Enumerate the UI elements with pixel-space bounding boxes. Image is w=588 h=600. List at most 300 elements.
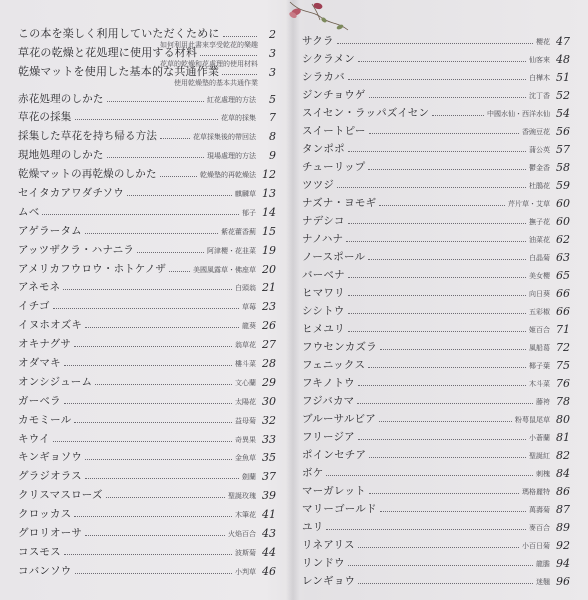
toc-entry-subtitle: 龍葵: [242, 322, 256, 331]
toc-page-number: 71: [556, 323, 570, 336]
dot-leader: [369, 492, 519, 494]
toc-entry-title: 草花の乾燥と花処理に使用する材料: [18, 45, 198, 59]
toc-entry-subtitle: 向日葵: [529, 290, 550, 298]
toc-entry-subtitle: 撫子花: [529, 218, 550, 226]
toc-page-number: 15: [262, 224, 276, 238]
toc-entry-subtitle: 聖誕玫瑰: [228, 492, 256, 501]
toc-entry: [302, 552, 570, 570]
dot-leader: [169, 270, 190, 272]
toc-entry-subtitle: 花草的乾燥和花處理的使用材料: [160, 59, 258, 68]
dot-leader: [75, 572, 233, 574]
dot-leader: [85, 232, 218, 234]
page-gutter: [286, 0, 300, 600]
toc-entry: [302, 498, 570, 516]
toc-page-number: 66: [556, 287, 570, 300]
toc-page-number: 60: [556, 197, 570, 210]
toc-page-number: 39: [262, 489, 276, 503]
toc-entry: [302, 282, 570, 300]
toc-entry: [302, 48, 570, 66]
toc-entry-title: シクラメン: [302, 53, 355, 65]
toc-entry-title: 草花の採集: [18, 111, 72, 124]
toc-entry: [302, 138, 570, 156]
toc-entry-title: コバンソウ: [18, 564, 72, 577]
dot-leader: [53, 440, 232, 442]
toc-entry-subtitle: 粉萼鼠尾草: [515, 416, 550, 424]
toc-entry: [302, 354, 570, 372]
toc-page-number: 81: [556, 431, 570, 444]
toc-page-number: 3: [269, 65, 276, 79]
dot-leader: [106, 496, 225, 498]
dot-leader: [85, 458, 232, 460]
dot-leader: [326, 528, 526, 530]
toc-entry-title: チューリップ: [302, 161, 366, 173]
toc-entry-subtitle: 姬百合: [529, 326, 550, 334]
toc-entry-subtitle: 花草採集後的帶回法: [193, 133, 256, 142]
toc-entry: [18, 276, 276, 295]
toc-entry-subtitle: 白樺木: [529, 74, 550, 82]
toc-page-number: 13: [262, 187, 276, 201]
toc-entry: [18, 106, 276, 125]
toc-entry: [18, 181, 276, 200]
toc-page-number: 47: [556, 35, 570, 48]
toc-entry-title: ヒマワリ: [302, 287, 345, 299]
toc-page-number: 30: [262, 394, 276, 408]
toc-entry-title: タンポポ: [302, 143, 345, 155]
toc-page-number: 72: [556, 341, 570, 354]
toc-entry-subtitle: 櫻花: [536, 38, 550, 46]
toc-page-number: 63: [556, 251, 570, 264]
toc-entry-subtitle: 木斗菜: [529, 380, 550, 388]
toc-entry: [302, 444, 570, 462]
toc-entry-subtitle: 藤袴: [536, 398, 550, 406]
dot-leader: [348, 294, 526, 296]
dot-leader: [358, 546, 519, 548]
toc-entry-title: ヒメユリ: [302, 323, 345, 335]
dot-leader: [337, 186, 526, 188]
toc-entry-title: クリスマスローズ: [18, 489, 103, 502]
toc-entry-subtitle: 草莓: [242, 303, 256, 312]
toc-entry-subtitle: 香豌豆花: [522, 128, 550, 136]
toc-entry-subtitle: 白頭翁: [235, 284, 256, 293]
toc-entry: [302, 120, 570, 138]
dot-leader: [380, 348, 526, 350]
toc-entry-title: フジバカマ: [302, 395, 355, 407]
toc-page-number: 35: [262, 451, 276, 465]
dot-leader: [368, 366, 526, 368]
dot-leader: [358, 582, 533, 584]
toc-entry: [302, 174, 570, 192]
dot-leader: [379, 420, 512, 422]
toc-entry: [18, 483, 276, 502]
dot-leader: [95, 383, 232, 385]
toc-page-number: 14: [262, 205, 276, 219]
toc-entry-subtitle: 波斯菊: [235, 548, 256, 557]
toc-entry-title: 赤花処理のしかた: [18, 92, 104, 105]
dot-leader: [358, 438, 526, 440]
toc-entry-title: アゲラータム: [18, 224, 82, 237]
toc-page-number: 80: [556, 413, 570, 426]
toc-entry-title: ナズナ・ヨモギ: [302, 197, 377, 209]
toc-entry-subtitle: 沈丁香: [529, 92, 550, 100]
toc-entry-subtitle: 迷翹: [536, 578, 550, 586]
toc-entry: [302, 30, 570, 48]
toc-entry-subtitle: 芹片草・艾草: [508, 200, 550, 208]
dot-leader: [348, 276, 526, 278]
toc-entry-subtitle: 小百日菊: [522, 542, 550, 550]
toc-entry-subtitle: 使用乾燥墊的基本共通作業: [174, 78, 258, 87]
toc-entry-title: シシトウ: [302, 305, 345, 317]
toc-entry-title: 乾燥マットの再乾燥のしかた: [18, 168, 157, 181]
toc-entry-title: マーガレット: [302, 485, 366, 497]
toc-entry-subtitle: 萬壽菊: [529, 506, 550, 514]
toc-entry: [18, 351, 276, 370]
toc-entry: [302, 228, 570, 246]
toc-entry-title: レンギョウ: [302, 575, 356, 587]
toc-page-number: 51: [556, 71, 570, 84]
toc-left-column: [18, 26, 276, 578]
toc-page-number: 32: [262, 413, 276, 427]
toc-entry-subtitle: 翁草花: [235, 341, 256, 350]
toc-entry-subtitle: 小蒼蘭: [529, 434, 550, 442]
toc-entry-subtitle: 阿津櫻・花韭菜: [207, 246, 256, 255]
toc-entry: [302, 480, 570, 498]
toc-entry-subtitle: 金魚草: [235, 454, 256, 463]
dot-leader: [348, 330, 526, 332]
toc-entry-subtitle: 刺槐: [536, 470, 550, 478]
dot-leader: [346, 240, 526, 242]
toc-entry-subtitle: 蒲公英: [529, 146, 550, 154]
toc-page-number: 94: [556, 557, 570, 570]
toc-page-number: 57: [556, 143, 570, 156]
toc-entry: [302, 156, 570, 174]
toc-entry-subtitle: 花草的採集: [221, 114, 256, 123]
toc-entry-title: ガーベラ: [18, 394, 61, 407]
toc-entry-title: フェニックス: [302, 359, 366, 371]
toc-entry-subtitle: 仙客來: [529, 56, 550, 64]
dot-leader: [75, 118, 219, 120]
toc-entry: [18, 389, 276, 408]
dot-leader: [53, 307, 239, 309]
dot-leader: [85, 326, 239, 328]
toc-page-number: 84: [556, 467, 570, 480]
toc-entry-subtitle: 奇異果: [235, 435, 256, 444]
toc-page-number: 9: [269, 149, 276, 163]
toc-page-number: 43: [262, 527, 276, 541]
toc-entry-title: リネアリス: [302, 539, 355, 551]
toc-entry: [302, 426, 570, 444]
toc-entry-title: カモミール: [18, 413, 72, 426]
toc-entry-subtitle: 麒麟草: [235, 190, 256, 199]
toc-entry-subtitle: 油菜花: [529, 236, 550, 244]
toc-entry: [302, 102, 570, 120]
dot-leader: [107, 156, 204, 158]
dot-leader: [160, 175, 197, 177]
toc-page-number: 19: [262, 243, 276, 257]
toc-entry: [302, 534, 570, 552]
dot-leader: [64, 364, 232, 366]
dot-leader: [200, 54, 257, 56]
toc-entry-subtitle: 龍膽: [536, 560, 550, 568]
toc-entry: [302, 84, 570, 102]
toc-entry-subtitle: 美女櫻: [529, 272, 550, 280]
toc-entry-title: 現地処理のしかた: [18, 149, 104, 162]
toc-entry-subtitle: 杜鵑花: [529, 182, 550, 190]
dot-leader: [326, 474, 533, 476]
toc-entry-title: ナデシコ: [302, 215, 345, 227]
toc-page-number: 82: [556, 449, 570, 462]
toc-entry: [302, 390, 570, 408]
toc-entry-title: 乾燥マットを使用した基本的な共通作業: [18, 64, 220, 78]
toc-entry-title: キンギョソウ: [18, 451, 83, 464]
toc-entry: [18, 162, 276, 181]
toc-entry: [18, 446, 276, 465]
toc-entry-subtitle: 白晶菊: [529, 254, 550, 262]
toc-entry-title: アネモネ: [18, 281, 61, 294]
toc-entry-title: ジンチョウゲ: [302, 89, 366, 101]
toc-page-number: 48: [556, 53, 570, 66]
toc-right-column: [302, 30, 570, 588]
toc-page-number: 75: [556, 359, 570, 372]
dot-leader: [64, 553, 232, 555]
toc-entry-subtitle: 五彩椒: [529, 308, 550, 316]
toc-entry: [18, 502, 276, 521]
toc-entry-title: マリーゴールド: [302, 503, 377, 515]
toc-entry-subtitle: 風船葛: [529, 344, 550, 352]
toc-entry: [18, 257, 276, 276]
toc-entry-subtitle: 太陽花: [235, 397, 256, 406]
toc-entry: [18, 370, 276, 389]
toc-page-number: 29: [262, 375, 276, 389]
toc-page-number: 46: [262, 564, 276, 578]
toc-entry-title: シラカバ: [302, 71, 345, 83]
toc-entry-subtitle: 現場處理的方法: [207, 152, 256, 161]
toc-page-number: 12: [262, 168, 276, 182]
toc-page-number: 58: [556, 161, 570, 174]
dot-leader: [64, 402, 232, 404]
toc-page-number: 65: [556, 269, 570, 282]
toc-page-number: 62: [556, 233, 570, 246]
toc-entry: [302, 570, 570, 588]
toc-entry-title: アッツザクラ・ハナニラ: [18, 243, 135, 256]
toc-entry: [18, 559, 276, 578]
toc-page-number: 7: [269, 111, 276, 125]
dot-leader: [222, 73, 257, 75]
dot-leader: [348, 312, 526, 314]
toc-entry-subtitle: 劍蘭: [242, 473, 256, 482]
toc-entry-title: ナノハナ: [302, 233, 344, 245]
toc-page-number: 89: [556, 521, 570, 534]
toc-entry: [18, 238, 276, 257]
toc-entry-title: グロリオーサ: [18, 527, 83, 540]
dot-leader: [107, 100, 204, 102]
toc-entry-title: オンシジューム: [18, 375, 93, 388]
toc-entry-subtitle: 如何利用此書來享受乾花的樂趣: [160, 40, 258, 49]
toc-page-number: 8: [269, 130, 276, 144]
dot-leader: [358, 384, 526, 386]
toc-entry-subtitle: 瑪格麗特: [522, 488, 550, 496]
dot-leader: [42, 213, 239, 215]
toc-page-number: 87: [556, 503, 570, 516]
toc-entry: [302, 300, 570, 318]
toc-entry-title: ポインセチア: [302, 449, 367, 461]
toc-entry-title: ボケ: [302, 467, 324, 479]
toc-entry-title: フリージア: [302, 431, 355, 443]
toc-entry: [302, 210, 570, 228]
toc-entry: [302, 318, 570, 336]
toc-entry-subtitle: 文心蘭: [235, 378, 256, 387]
toc-entry-title: グラジオラス: [18, 470, 82, 483]
toc-entry-subtitle: 紫花藿香薊: [221, 227, 256, 236]
toc-entry-title: フキノトウ: [302, 377, 355, 389]
toc-entry-title: セイタカアワダチソウ: [18, 187, 124, 200]
toc-entry-title: オダマキ: [18, 357, 61, 370]
dot-leader: [369, 456, 526, 458]
toc-entry: [18, 427, 276, 446]
toc-entry: [18, 219, 276, 238]
dot-leader: [85, 534, 225, 536]
toc-entry: [302, 516, 570, 534]
dot-leader: [369, 132, 519, 134]
toc-entry: [302, 66, 570, 84]
toc-entry-subtitle: 火焰百合: [228, 530, 256, 539]
toc-entry: [18, 408, 276, 427]
toc-entry: [18, 124, 276, 143]
toc-page-number: 86: [556, 485, 570, 498]
dot-leader: [223, 35, 257, 37]
dot-leader: [379, 204, 505, 206]
toc-page-number: 23: [262, 300, 276, 314]
toc-page-number: 59: [556, 179, 570, 192]
toc-entry: [302, 336, 570, 354]
toc-entry: [18, 332, 276, 351]
toc-page-number: 76: [556, 377, 570, 390]
toc-page-number: 44: [262, 545, 276, 559]
toc-page-number: 52: [556, 89, 570, 102]
toc-page-number: 78: [556, 395, 570, 408]
toc-entry-title: サクラ: [302, 35, 334, 47]
toc-entry: [18, 45, 276, 60]
toc-entry-title: イチゴ: [18, 300, 50, 313]
toc-entry-title: コスモス: [18, 545, 61, 558]
toc-entry: [18, 87, 276, 106]
dot-leader: [348, 222, 526, 224]
dot-leader: [160, 137, 190, 139]
toc-entry-subtitle: 益母菊: [235, 416, 256, 425]
toc-entry-subtitle: 聖誕紅: [529, 452, 550, 460]
toc-entry-title: オキナグサ: [18, 338, 72, 351]
dot-leader: [348, 564, 533, 566]
toc-entry-title: アメリカフウロウ・ホトケノザ: [18, 262, 167, 275]
toc-entry-title: イヌホオズキ: [18, 319, 83, 332]
dot-leader: [74, 515, 232, 517]
toc-entry-subtitle: 郁子: [242, 208, 256, 217]
toc-entry: [302, 372, 570, 390]
dot-leader: [369, 96, 526, 98]
toc-entry-title: ムベ: [18, 205, 40, 218]
dot-leader: [127, 194, 232, 196]
toc-entry: [18, 294, 276, 313]
dot-leader: [85, 477, 239, 479]
toc-entry-subtitle: 木筆花: [235, 511, 256, 520]
toc-entry: [18, 313, 276, 332]
toc-entry: [18, 26, 276, 41]
toc-page-number: 2: [269, 27, 276, 41]
toc-entry: [302, 192, 570, 210]
toc-page-number: 3: [269, 46, 276, 60]
toc-entry-title: スイセン・ラッパズイセン: [302, 107, 430, 119]
toc-page-number: 33: [262, 432, 276, 446]
toc-entry: [302, 264, 570, 282]
toc-entry-title: フウセンカズラ: [302, 341, 377, 353]
toc-page-number: 41: [262, 508, 276, 522]
toc-page-number: 26: [262, 319, 276, 333]
toc-entry-title: 採集した草花を持ち帰る方法: [18, 130, 158, 143]
toc-entry: [18, 540, 276, 559]
toc-entry-subtitle: 椰子葉: [529, 362, 550, 370]
toc-entry-title: ツツジ: [302, 179, 335, 191]
toc-entry-subtitle: 麥百合: [529, 524, 550, 532]
toc-entry-title: ノースポール: [302, 251, 366, 263]
toc-entry-subtitle: 紅花處理的方法: [207, 95, 256, 104]
dot-leader: [74, 345, 232, 347]
toc-page-number: 28: [262, 357, 276, 371]
toc-entry-title: バーベナ: [302, 269, 345, 281]
toc-entry: [18, 64, 276, 79]
toc-entry-title: リンドウ: [302, 557, 345, 569]
toc-entry: [18, 200, 276, 219]
dot-leader: [348, 150, 526, 152]
toc-page-number: 21: [262, 281, 276, 295]
toc-entry: [18, 464, 276, 483]
toc-entry-subtitle: 小判草: [235, 567, 256, 576]
toc-entry-title: キウイ: [18, 432, 50, 445]
toc-entry-title: スイートピー: [302, 125, 366, 137]
toc-page-number: 96: [556, 575, 570, 588]
toc-entry-title: ユリ: [302, 521, 324, 533]
toc-entry-title: この本を楽しく利用していただくために: [18, 26, 220, 40]
toc-entry-subtitle: 美國風露草・佛座草: [193, 265, 256, 274]
dot-leader: [368, 168, 526, 170]
toc-page-number: 92: [556, 539, 570, 552]
dot-leader: [74, 421, 232, 423]
toc-page-number: 54: [556, 107, 570, 120]
toc-entry-subtitle: 鬱金香: [529, 164, 550, 172]
dot-leader: [432, 114, 484, 116]
toc-page-number: 27: [262, 338, 276, 352]
toc-page-number: 56: [556, 125, 570, 138]
toc-entry: [302, 246, 570, 264]
toc-entry-subtitle: 中國水仙・西洋水仙: [487, 110, 550, 118]
dot-leader: [368, 258, 526, 260]
dot-leader: [337, 42, 533, 44]
toc-entry-subtitle: 樓斗菜: [235, 360, 256, 369]
toc-entry-subtitle: 乾燥墊的再乾燥法: [200, 171, 256, 180]
dot-leader: [348, 78, 526, 80]
toc-entry-title: クロッカス: [18, 508, 72, 521]
toc-page-number: 66: [556, 305, 570, 318]
toc-page-number: 5: [269, 92, 276, 106]
dot-leader: [380, 510, 526, 512]
dot-leader: [63, 288, 232, 290]
toc-page-number: 60: [556, 215, 570, 228]
toc-entry: [18, 521, 276, 540]
toc-entry: [18, 143, 276, 162]
toc-entry-title: ブルーサルビア: [302, 413, 376, 425]
toc-entry: [302, 462, 570, 480]
dot-leader: [358, 60, 526, 62]
toc-page-number: 20: [262, 262, 276, 276]
toc-entry: [302, 408, 570, 426]
